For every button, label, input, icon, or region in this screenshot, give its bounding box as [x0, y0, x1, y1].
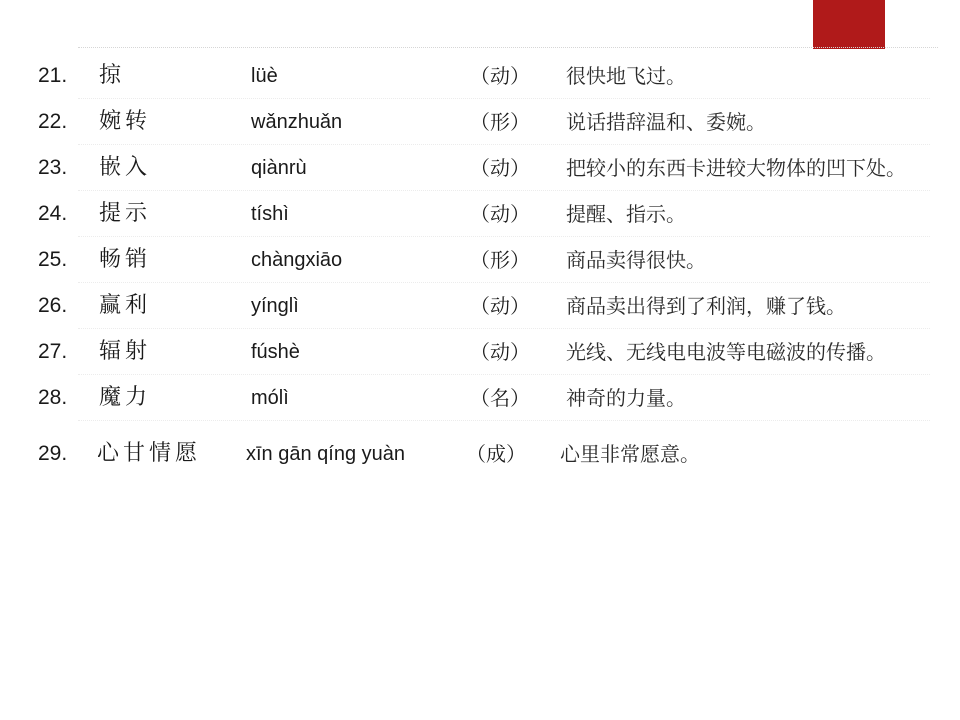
pinyin: xīn gān qíng yuàn [246, 443, 406, 465]
part-of-speech: （名） [470, 386, 530, 410]
vocab-word: 赢利 [99, 293, 152, 318]
pinyin: chàngxiāo [251, 249, 343, 271]
vocab-word: 婉转 [99, 109, 152, 134]
vocab-word: 提示 [99, 201, 152, 226]
pinyin: mólì [251, 387, 289, 409]
vocab-row [0, 378, 960, 418]
pinyin: wǎnzhuǎn [251, 111, 343, 133]
pinyin: qiànrù [251, 157, 307, 179]
definition: 神奇的力量。 [566, 386, 686, 410]
definition: 光线、无线电电波等电磁波的传播。 [566, 340, 886, 364]
definition: 把较小的东西卡进较大物体的凹下处。 [566, 156, 906, 180]
entry-number: 21. [38, 64, 68, 87]
vocab-row [0, 286, 960, 326]
pinyin: tíshì [251, 203, 289, 225]
vocab-row [0, 56, 960, 96]
vocab-row [0, 332, 960, 372]
entry-number: 22. [38, 110, 68, 133]
entry-number: 23. [38, 156, 68, 179]
definition: 商品卖出得到了利润，赚了钱。 [566, 294, 846, 318]
entry-number: 28. [38, 386, 68, 409]
vocab-row [0, 148, 960, 188]
entry-number: 26. [38, 294, 68, 317]
entry-number: 25. [38, 248, 68, 271]
entry-number: 27. [38, 340, 68, 363]
pinyin: lüè [251, 65, 278, 87]
part-of-speech: （动） [470, 202, 530, 226]
part-of-speech: （成） [466, 442, 526, 466]
part-of-speech: （动） [470, 64, 530, 88]
vocab-word: 辐射 [99, 339, 152, 364]
entry-number: 29. [38, 442, 68, 465]
part-of-speech: （形） [470, 110, 530, 134]
part-of-speech: （动） [470, 294, 530, 318]
vocab-word: 心甘情愿 [97, 441, 202, 466]
part-of-speech: （形） [470, 248, 530, 272]
vocab-word: 畅销 [99, 247, 152, 272]
vocab-row [0, 434, 960, 474]
vocab-row [0, 240, 960, 280]
definition: 说话措辞温和、委婉。 [566, 110, 766, 134]
definition: 心里非常愿意。 [560, 442, 700, 466]
entry-number: 24. [38, 202, 68, 225]
vocab-row [0, 194, 960, 234]
vocab-word: 魔力 [99, 385, 152, 410]
part-of-speech: （动） [470, 340, 530, 364]
vocab-word: 掠 [99, 63, 126, 88]
part-of-speech: （动） [470, 156, 530, 180]
definition: 很快地飞过。 [566, 64, 686, 88]
definition: 商品卖得很快。 [566, 248, 706, 272]
definition: 提醒、指示。 [566, 202, 686, 226]
pinyin: fúshè [251, 341, 300, 363]
pinyin: yínglì [251, 295, 299, 317]
vocab-row [0, 102, 960, 142]
vocab-word: 嵌入 [99, 155, 152, 180]
